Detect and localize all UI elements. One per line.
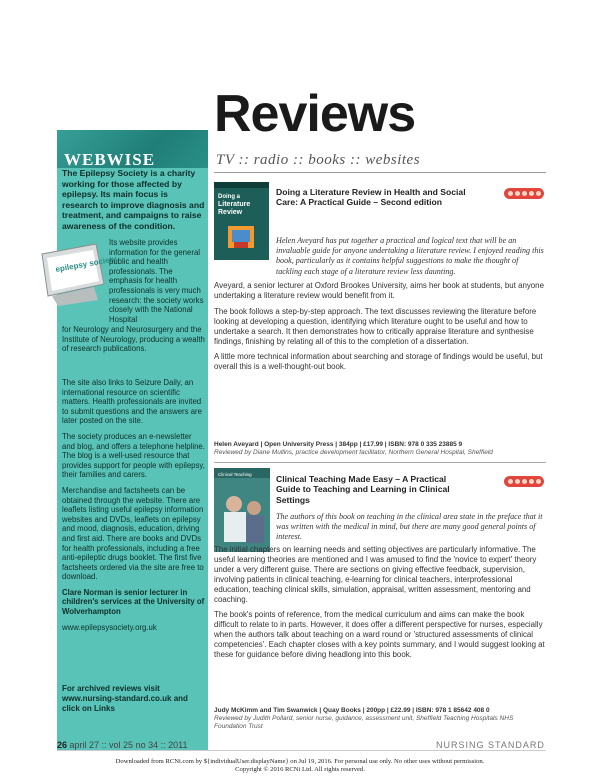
sidebar-paragraph: Merchandise and factsheets can be obtained through the website. There are leaflets listing useful epilepsy information websites and DVDs, leaflets on epilepsy and mood, diagnosis, education, driving and first aid. There are books and DVDs for health professionals, including a free anti-epileptic drugs booklet. The first five factsheets ordered via the site are free to download. — [62, 485, 204, 582]
review-bibliography — [214, 707, 546, 731]
download-line: Downloaded from RCNi.com by ${individualUser.displayName} on Jul 19, 2016. For personal use only. No other uses without permission. — [115, 758, 485, 765]
bibliographic-details: Helen Aveyard | Open University Press | 384pp | £17.99 | ISBN: 978 0 335 23885 9 — [214, 441, 463, 448]
rating-badge — [504, 188, 544, 199]
review-bibliography — [214, 441, 546, 457]
reviewer-credit: Reviewed by Diane Mullins, practice development facilitator, Northern General Hospital, Sheffield — [214, 449, 493, 456]
archive-note: For archived reviews visit www.nursing-standard.co.uk and click on Links — [62, 684, 188, 713]
divider — [57, 750, 546, 751]
publication-name: NURSING STANDARD — [436, 740, 545, 750]
bibliographic-details: Judy McKimm and Tim Swanwick | Quay Books | 200pp | £22.99 | ISBN: 978 1 85642 408 0 — [214, 707, 490, 714]
review-title: Doing a Literature Review in Health and Social Care: A Practical Guide – Second edition — [276, 187, 466, 208]
page-number: 26 — [57, 740, 68, 750]
download-notice — [0, 758, 600, 775]
review-quote: Helen Aveyard has put together a practical and logical text that will be an invaluable guide for anyone undertaking a literature review. I enjoyed reading this book, particularly as it contains helpful suggestions to make the thought of tackling each stage of a literature review less daunting. — [276, 236, 544, 276]
review-paragraph: The book's points of reference, from the medical curriculum and aims can make the book difficult to relate to in parts. However, it does offer a different perspective for nurses, especially when the authors talk about teaching on a ward round or 'structured assessments of clinical competencies'. Each chapter closes with a key points summary, and I would suggest looking at these for guidance before diving headlong into this book. — [214, 610, 545, 660]
review-paragraph: A little more technical information about searching and storage of findings would be useful, but overall this is a well-thought-out book. — [214, 352, 543, 372]
divider — [214, 172, 546, 173]
logo-text: epilepsy society — [54, 254, 118, 274]
svg-text:Doing a: Doing a — [218, 194, 240, 200]
page-footer — [57, 740, 187, 750]
review-quote: The authors of this book on teaching in the clinical area state in the preface that it was written with the medical in mind, but there are many good general points of interest. — [276, 512, 543, 542]
book-cover-image — [214, 182, 269, 260]
divider — [214, 462, 546, 463]
computer-monitor-icon — [38, 240, 118, 308]
review-body — [214, 281, 546, 378]
review-paragraph: The initial chapters on learning needs and setting objectives are particularly informative. The useful learning theories are mentioned and I was amused to find the 'novice to expert' theory under a very different guise. There are sections on giving effective feedback, supervision, involving patients in clinical teaching, e-learning for clinical teachers, interprofessional education, teaching clinical skills, simulation, appraisal, written assessment, mentoring and coaching. — [214, 545, 537, 604]
page-title: Reviews — [214, 85, 416, 143]
review-paragraph: The book follows a step-by-step approach. The text discusses reviewing the literature before looking at developing a question, identifying which literature ought to be useful and how to undertake a search. It then demonstrates how to critically appraise literature and synthesise findings, finishing by relating all of this to the completion of a dissertation. — [214, 306, 537, 346]
svg-text:Clinical Teaching: Clinical Teaching — [218, 472, 252, 477]
reviewer-credit: Reviewed by Judith Pollard, senior nurse, guidance, assessment unit, Sheffield Teaching Hospitals NHS Foundation Trust — [214, 715, 514, 730]
review-paragraph: Aveyard, a senior lecturer at Oxford Brookes University, aims her book at students, but anyone undertaking a literature review would benefit from it. — [214, 281, 544, 300]
sidebar-url[interactable]: www.epilepsysociety.org.uk — [62, 622, 157, 632]
sidebar-intro: The Epilepsy Society is a charity working for those affected by epilepsy. Its main focus is research to improve diagnosis and treatment, and campaigns to raise awareness of the condition. — [62, 168, 205, 231]
sidebar-author: Clare Norman is senior lecturer in children's services at the University of Wolverhampton — [62, 587, 205, 617]
page-subtitle: TV :: radio :: books :: websites — [216, 152, 421, 168]
sidebar-paragraph: The site also links to Seizure Daily, an international resource on scientific matters. Health professionals are invited to submit questions and the answers are later posted on the site. — [62, 378, 202, 426]
svg-text:Literature: Literature — [218, 201, 251, 208]
review-body — [214, 545, 546, 666]
webwise-heading: WEBWISE — [64, 150, 156, 169]
book-cover-image — [214, 468, 270, 552]
copyright-line: Copyright © 2016 RCNi Ltd. All rights reserved. — [235, 766, 365, 774]
sidebar-paragraph: The society produces an e-newsletter and blog, and offers a telephone helpline. The blog is a well-used resource that provides support for people with epilepsy, their families and carers. — [62, 431, 205, 480]
svg-text:Review: Review — [218, 209, 243, 216]
sidebar-paragraph: for Neurology and Neurosurgery and the Institute of Neurology, producing a wealth of research publications. — [62, 325, 205, 354]
issue-info: april 27 :: vol 25 no 34 :: 2011 — [69, 740, 188, 750]
review-title: Clinical Teaching Made Easy – A Practical Guide to Teaching and Learning in Clinical Settings — [276, 474, 450, 505]
rating-badge — [504, 476, 544, 487]
sidebar-paragraph: Its website provides information for the general public and health professionals. The emphasis for health professionals is very much research: the society works closely with the National Hospital — [109, 238, 204, 324]
